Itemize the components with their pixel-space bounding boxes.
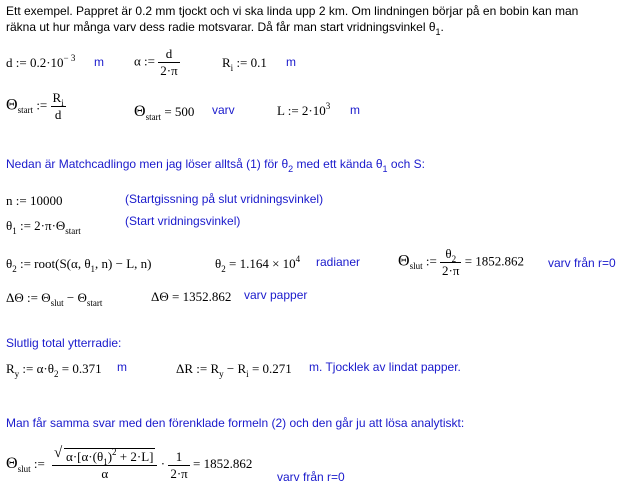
intro-line-2-end: .: [440, 20, 444, 34]
final-assign: :=: [33, 455, 45, 471]
n-note: (Startgissning på slut vridningsvinkel): [125, 192, 324, 206]
dr-b: − R: [223, 361, 247, 376]
final-sub: slut: [17, 463, 31, 474]
final-lhs: Θ: [6, 454, 18, 472]
def-delta-theta[interactable]: [6, 290, 102, 306]
t2v-sub: 2: [221, 264, 226, 274]
theta2-unit: radianer: [316, 255, 361, 269]
section4-text: Man får samma svar med den förenklade formeln (2) och den går ju att lösa analytiskt:: [6, 416, 465, 430]
slut-unit: varv från r=0: [548, 256, 616, 270]
def-Ri[interactable]: [222, 55, 267, 71]
ry-rhs-sub: 2: [53, 369, 59, 379]
dt-sub1: slut: [50, 298, 64, 308]
intro-line-2-text: räkna ut hur många varv dess radie motsvarar. Då får man start vridningsvinkel θ: [6, 20, 436, 34]
s2-t2: med ett kända θ: [293, 157, 383, 171]
final-unit: varv från r=0: [277, 470, 345, 484]
ry-rhs: := α·θ: [22, 361, 54, 376]
slut-val: = 1852.862: [464, 253, 525, 269]
tsv-sub: start: [145, 112, 162, 122]
L-exp: 3: [325, 101, 331, 111]
ts-lhs: Θ: [6, 96, 18, 114]
dt-b: − Θ: [63, 290, 87, 305]
def-Ry[interactable]: [6, 361, 102, 377]
dr-sub2: i: [246, 369, 249, 379]
def-delta-R[interactable]: [176, 361, 292, 377]
dt-sub2: start: [86, 298, 103, 308]
final-formula[interactable]: $\Theta_{slut}$ := √ $\frac{\alpha\cdot[\alpha\cdot(\theta_1)^2 + 2\cdot L]}{\alpha}$ · $\frac{1}{2\cdot\pi}$ = 1852.862: [6, 448, 252, 482]
L-expr: L := 2·10: [277, 103, 326, 118]
slut-den: 2·π: [442, 263, 460, 278]
t1-rhs-sub: start: [65, 226, 81, 236]
ry-lhs: R: [6, 361, 15, 376]
intro-line-1: Ett exempel. Pappret är 0.2 mm tjockt och vi ska linda upp 2 km. Om lindningen börjar på en bobin kan man: [6, 4, 579, 18]
ts-sub: start: [17, 105, 34, 116]
def-theta2[interactable]: [6, 256, 151, 272]
s2-sub2: 2: [288, 164, 294, 174]
intro-line-2: [6, 20, 444, 37]
t1-sub: 1: [12, 226, 17, 236]
theta2-value[interactable]: [215, 256, 300, 272]
ts-den: d: [51, 106, 66, 123]
def-theta-slut[interactable]: [398, 246, 524, 279]
slut-assign: :=: [425, 253, 437, 269]
d-expr: d := 0.2·10: [6, 55, 64, 70]
Ri-lhs: R: [222, 55, 231, 70]
slut-num-sub: 2: [451, 254, 457, 264]
final-val: = 1852.862: [192, 455, 253, 471]
def-theta1[interactable]: [6, 218, 81, 234]
dr-note: m. Tjocklek av lindat papper.: [309, 360, 461, 374]
alpha-lhs: α :=: [134, 53, 156, 69]
alpha-num: d: [165, 46, 173, 61]
t2v-val: = 1.164 × 10: [228, 256, 296, 271]
t2-rhs-b: , n) − L, n): [95, 256, 152, 271]
def-alpha[interactable]: [134, 46, 180, 79]
ry-sub: y: [14, 369, 20, 379]
def-theta-start[interactable]: [6, 90, 66, 123]
final-num: [52, 448, 157, 465]
def-L[interactable]: [277, 103, 330, 119]
rad-b: ): [107, 449, 113, 464]
t2-rhs-sub: 1: [90, 264, 96, 274]
slut-num-t: θ: [445, 246, 452, 261]
final-mul-num: 1: [175, 448, 183, 464]
theta1-note: (Start vridningsvinkel): [125, 214, 241, 228]
theta-start-value[interactable]: [134, 103, 194, 121]
ry-unit: m: [117, 360, 127, 374]
section3-text: Slutlig total ytterradie:: [6, 336, 122, 350]
t2v-exp: 4: [295, 254, 301, 264]
ts-num-r: R: [52, 90, 62, 105]
dt-a: ΔΘ := Θ: [6, 290, 51, 305]
rad-c: + 2·L]: [116, 449, 154, 464]
tsv-val: = 500: [164, 104, 195, 119]
rad-exp: 2: [112, 447, 117, 457]
t2-sub: 2: [12, 264, 17, 274]
ts-num: [51, 90, 66, 106]
Ri-rhs: := 0.1: [236, 55, 267, 70]
s2-t3: och S:: [387, 157, 425, 171]
dr-a: ΔR := R: [176, 361, 220, 376]
Ri-unit: m: [286, 55, 296, 69]
intro-theta-sub: 1: [435, 27, 441, 37]
d-unit: m: [94, 55, 104, 69]
rad-sub: 1: [103, 457, 108, 467]
final-sqrt: [64, 448, 155, 465]
def-n[interactable]: n := 10000: [6, 193, 63, 208]
slut-num: [440, 246, 461, 262]
t2v-lhs: θ: [215, 256, 222, 271]
delta-unit: varv papper: [244, 288, 308, 302]
s2-sub1: 1: [382, 164, 388, 174]
rad-a: α·[α·(θ: [66, 449, 104, 464]
ts-unit: varv: [212, 103, 235, 117]
t1-rhs: := 2·π·Θ: [19, 218, 66, 233]
slut-fraction: [440, 246, 461, 279]
final-den: α: [52, 465, 157, 482]
t1-lhs: θ: [6, 218, 13, 233]
Ri-sub: i: [230, 63, 234, 73]
alpha-den: 2·π: [160, 63, 178, 78]
final-mul-fraction: [168, 449, 189, 482]
s2-t1: Nedan är Matchcadlingo men jag löser alltså (1) för θ: [6, 157, 289, 171]
dr-val: = 0.271: [251, 361, 292, 376]
ts-fraction: [51, 90, 66, 123]
slut-lhs: Θ: [398, 252, 410, 270]
t2-rhs-a: := root(S(α, θ: [19, 256, 91, 271]
delta-theta-value[interactable]: ΔΘ = 1352.862: [151, 289, 232, 304]
alpha-fraction: [158, 46, 179, 79]
ry-val: = 0.371: [61, 361, 102, 376]
section2-text: [6, 157, 425, 174]
ts-assign: :=: [36, 97, 48, 113]
t2-lhs: θ: [6, 256, 13, 271]
final-mul-den: 2·π: [170, 465, 188, 481]
dr-sub1: y: [219, 369, 224, 379]
ts-num-sub: i: [61, 98, 64, 108]
d-exp: − 3: [63, 53, 76, 63]
slut-sub: slut: [409, 261, 423, 272]
L-unit: m: [350, 103, 360, 117]
final-fraction: [52, 448, 157, 482]
tsv-lhs: Θ: [134, 103, 146, 120]
def-d[interactable]: [6, 55, 75, 71]
